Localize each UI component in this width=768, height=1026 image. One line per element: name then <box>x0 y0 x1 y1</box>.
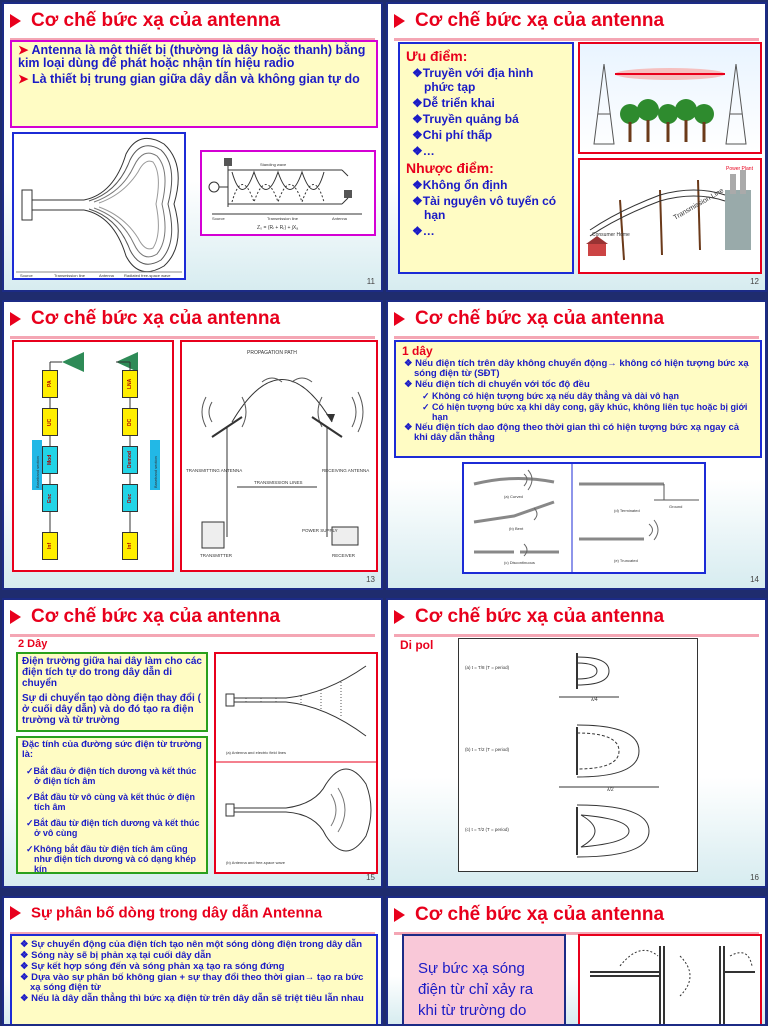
list-item: ✓Bắt đầu từ điện tích dương và kết thúc ở vô cùng <box>26 818 200 838</box>
propagation-diagram <box>180 340 378 572</box>
list-item: ❖Chi phí thấp <box>412 128 493 142</box>
svg-text:Baseband section: Baseband section <box>35 456 40 488</box>
list-item: ❖ Sóng này sẽ bị phản xạ tại cuối dây dẫn <box>20 950 212 961</box>
chain-block: Mod <box>42 446 58 474</box>
svg-text:(c) t = T/2 (T = period): (c) t = T/2 (T = period) <box>465 827 509 832</box>
single-wire-list <box>402 359 754 443</box>
bullet-icon: ❖ <box>20 950 32 961</box>
list-item: ❖Truyền với địa hình phức tạp <box>412 66 534 94</box>
bullet-icon: ❖ <box>404 422 416 433</box>
page-number: 11 <box>366 277 375 286</box>
bullet-icon: ❖ <box>412 96 423 110</box>
list-item: ❖ Sự kết hợp sóng đến và sóng phản xạ tạo ra sóng đứng <box>20 961 285 972</box>
svg-text:(c) Discontinuous: (c) Discontinuous <box>504 560 535 565</box>
svg-text:PROPAGATION PATH: PROPAGATION PATH <box>247 350 297 356</box>
list-item: ❖ Dựa vào sự phân bố không gian + sự thay đổi theo thời gian→ tạo ra bức xạ sóng điện từ <box>20 972 364 993</box>
slide-12 <box>386 2 767 292</box>
svg-text:(e) Truncated: (e) Truncated <box>614 558 638 563</box>
svg-text:(a) Antenna and electric field: (a) Antenna and electric field lines <box>226 750 287 755</box>
bullet-icon: ❖ <box>20 993 32 1004</box>
wire-shapes-figure <box>462 462 706 574</box>
svg-text:(b) Bent: (b) Bent <box>509 526 524 531</box>
chain-block: Inf <box>122 532 138 560</box>
sub-list-item: ✓ Có hiện tượng bức xạ khi dây cong, gãy khúc, không liên tục hoặc bị giới hạn <box>422 402 748 422</box>
svg-text:(b) Antenna and free-space wav: (b) Antenna and free-space wave <box>226 860 285 865</box>
list-item: ✓Không bắt đầu từ điện tích âm cũng như điện tích dương và có dạng khép kín <box>26 844 196 874</box>
dipole-current-figure <box>578 934 762 1026</box>
svg-text:(b) t = T/2 (T = period): (b) t = T/2 (T = period) <box>465 747 510 752</box>
sub-list-item: ✓ Không có hiện tượng bức xạ nếu dây thẳng và dài vô hạn <box>422 391 680 401</box>
current-distribution-list <box>18 940 370 1004</box>
bullet-icon: ❖ <box>20 972 32 983</box>
bullet-icon: ✓ <box>26 844 34 854</box>
standing-wave-figure <box>200 150 376 236</box>
slide-18 <box>386 896 767 1026</box>
svg-text:Transmission line: Transmission line <box>267 216 298 221</box>
slide-15 <box>2 598 383 888</box>
page-number: 12 <box>750 277 759 286</box>
advantages-list <box>406 66 566 158</box>
bullet-icon: ✓ <box>26 766 34 776</box>
slide-17 <box>2 896 383 1026</box>
chain-block: Dec <box>122 484 138 512</box>
section-heading: 2 Dây <box>18 638 48 650</box>
svg-text:Baseband section: Baseband section <box>153 456 158 488</box>
list-item: ❖Dễ triển khai <box>412 96 495 110</box>
list-item: ❖… <box>412 224 435 238</box>
disadvantages-list <box>406 178 566 238</box>
bullet-icon: ❖ <box>404 358 416 369</box>
slide-title: Cơ chế bức xạ của antenna <box>10 308 375 336</box>
svg-text:RECEIVING ANTENNA: RECEIVING ANTENNA <box>322 468 370 473</box>
svg-text:(d) Terminated: (d) Terminated <box>614 508 640 513</box>
svg-text:Z₀ = (Rₗ + Rᵣ) + jXₐ: Z₀ = (Rₗ + Rᵣ) + jXₐ <box>257 225 299 231</box>
page-number: 13 <box>366 575 375 584</box>
bullet-icon: ❖ <box>412 224 423 238</box>
slide-title: Cơ chế bức xạ của antenna <box>394 10 759 38</box>
list-item: ❖Truyền quảng bá <box>412 112 519 126</box>
two-wire-box: Điện trường giữa hai dây làm cho các điện tích tự do trong dây dẫn di chuyển Sự di chuyển tạo dòng điện thay đổi ( ở cuối dây dẫn) và do đó tạo ra điện trường và từ trường <box>16 652 208 732</box>
two-wire-figure <box>214 652 378 874</box>
bullet-icon: ❖ <box>404 379 416 390</box>
list-item: ❖ Nếu điện tích dao động theo thời gian thì có hiện tượng bức xạ ngay cả khi dây dẫn thẳng <box>404 422 740 443</box>
bullet-icon: ❖ <box>412 112 423 126</box>
svg-text:Transmission line: Transmission line <box>54 273 85 278</box>
bullet-icon: ✓ <box>422 402 433 412</box>
svg-text:Radiated free-space wave: Radiated free-space wave <box>124 273 171 278</box>
list-item: ❖ Sự chuyển động của điện tích tạo nên một sóng dòng điện trong dây dẫn <box>20 939 363 950</box>
power-line-image <box>578 158 762 274</box>
tower-photo <box>578 42 762 154</box>
radiation-text-box: Sự bức xạ sóng điện từ chỉ xảy ra khi từ trường do <box>402 934 566 1026</box>
list-item: ❖Tài nguyên vô tuyến có hạn <box>412 194 557 222</box>
svg-text:λ/2: λ/2 <box>607 787 614 793</box>
svg-text:TRANSMITTING ANTENNA: TRANSMITTING ANTENNA <box>186 468 243 473</box>
list-item: ❖… <box>412 144 435 158</box>
chain-block: Demod <box>122 446 138 474</box>
list-item: ❖ Nếu là dây dẫn thẳng thì bức xạ điện từ trên dây dẫn sẽ triệt tiêu lẫn nhau <box>20 993 364 1004</box>
chain-block: DC <box>122 408 138 436</box>
svg-text:Antenna: Antenna <box>332 216 347 221</box>
bullet-icon: ✓ <box>26 792 34 802</box>
svg-text:Standing wave: Standing wave <box>260 162 287 167</box>
chain-block: Enc <box>42 484 58 512</box>
chain-block: LNA <box>122 370 138 398</box>
slide-title: Cơ chế bức xạ của antenna <box>394 904 759 932</box>
dipole-figure <box>458 638 698 872</box>
svg-text:TRANSMITTER: TRANSMITTER <box>200 553 232 558</box>
definition-box: ➤ Antenna là một thiết bị (thường là dây hoặc thanh) bằng kim loại dùng để phát hoặc nhận tín hiệu radio ➤ Là thiết bị trung gian giữa dây dẫn và không gian tự do <box>10 40 378 128</box>
antenna-horn-figure <box>12 132 186 280</box>
slide-14 <box>386 300 767 590</box>
bullet-icon: ✓ <box>422 391 433 401</box>
svg-text:λ/4: λ/4 <box>591 697 598 703</box>
list-item: ✓Bắt đầu ở điện tích dương và kết thúc ở điện tích âm <box>26 766 197 786</box>
chain-block: UC <box>42 408 58 436</box>
chain-block: Inf <box>42 532 58 560</box>
list-item: ❖ Nếu điện tích di chuyển với tốc độ đều <box>404 379 590 390</box>
svg-text:POWER SUPPLY: POWER SUPPLY <box>302 528 338 533</box>
bullet-icon: ❖ <box>412 66 423 80</box>
page-number: 16 <box>750 873 759 882</box>
single-wire-box: 1 dây ❖ Nếu điện tích trên dây không chuyển động→ không có hiện tượng bức xạ sóng điện từ (SĐT) ❖ Nếu điện tích di chuyển với tốc độ đều ✓ Không có hiện tượng bức xạ nếu dây thẳng và dài vô hạn ✓ Có hiện tượng bức xạ khi dây cong, gãy khúc, không liên tục hoặc bị giới hạn ❖ Nếu điện tích dao động theo thời gian thì có hiện tượng bức xạ ngay cả khi dây dẫn thẳng <box>394 340 762 458</box>
field-lines-box: Đặc tính của đường sức điện từ trường là: ✓Bắt đầu ở điện tích dương và kết thúc ở điện tích âm ✓Bắt đầu từ vô cùng và kết thúc ở điện tích âm ✓Bắt đầu từ điện tích dương và kết thúc ở vô cùng ✓Không bắt đầu từ điện tích âm cũng như điện tích dương và có dạng khép kín <box>16 736 208 874</box>
list-item: ❖Không ổn định <box>412 178 508 192</box>
current-distribution-box <box>10 934 378 1026</box>
slide-11 <box>2 2 383 292</box>
page-number: 15 <box>366 873 375 882</box>
svg-text:Source: Source <box>20 273 33 278</box>
svg-text:Power Plant: Power Plant <box>726 166 753 172</box>
field-properties-list <box>22 766 202 874</box>
slide-title: Cơ chế bức xạ của antenna <box>394 308 759 336</box>
bullet-icon: ✓ <box>26 818 34 828</box>
svg-text:Source: Source <box>212 216 225 221</box>
bullet-icon: ❖ <box>20 961 32 972</box>
pros-cons-box: Ưu điểm: ❖Truyền với địa hình phức tạp ❖Dễ triển khai ❖Truyền quảng bá ❖Chi phí thấp ❖… Nhược điểm: ❖Không ổn định ❖Tài nguyên vô tuyến có hạn ❖… <box>398 42 574 274</box>
bullet-icon: ❖ <box>412 144 423 158</box>
chain-block: PA <box>42 370 58 398</box>
slide-title: Cơ chế bức xạ của antenna <box>394 606 759 634</box>
section-heading: Di pol <box>400 638 434 652</box>
svg-text:Ground: Ground <box>669 504 683 509</box>
slide-title: Sự phân bố dòng trong dây dẫn Antenna <box>10 904 375 932</box>
svg-text:TRANSMISSION LINES: TRANSMISSION LINES <box>254 480 303 485</box>
slide-title: Cơ chế bức xạ của antenna <box>10 606 375 634</box>
bullet-icon: ❖ <box>412 194 423 208</box>
bullet-icon: ❖ <box>412 128 423 142</box>
slide-16 <box>386 598 767 888</box>
svg-text:Transmission Line: Transmission Line <box>672 187 725 222</box>
svg-text:Antenna: Antenna <box>99 273 114 278</box>
slide-13 <box>2 300 383 590</box>
bullet-icon: ❖ <box>412 178 423 192</box>
svg-text:(a) t = T/8 (T = period): (a) t = T/8 (T = period) <box>465 665 510 670</box>
page-number: 14 <box>750 575 759 584</box>
bullet-icon: ❖ <box>20 939 32 950</box>
transceiver-diagram <box>12 340 174 572</box>
list-item: ✓Bắt đầu từ vô cùng và kết thúc ở điện tích âm <box>26 792 195 812</box>
svg-text:RECEIVER: RECEIVER <box>332 553 356 558</box>
svg-text:(a) Curved: (a) Curved <box>504 494 523 499</box>
svg-text:Consumer Home: Consumer Home <box>592 232 630 238</box>
list-item: ❖ Nếu điện tích trên dây không chuyển động→ không có hiện tượng bức xạ sóng điện từ (SĐT) <box>404 358 749 379</box>
slide-title: Cơ chế bức xạ của antenna <box>10 10 375 38</box>
